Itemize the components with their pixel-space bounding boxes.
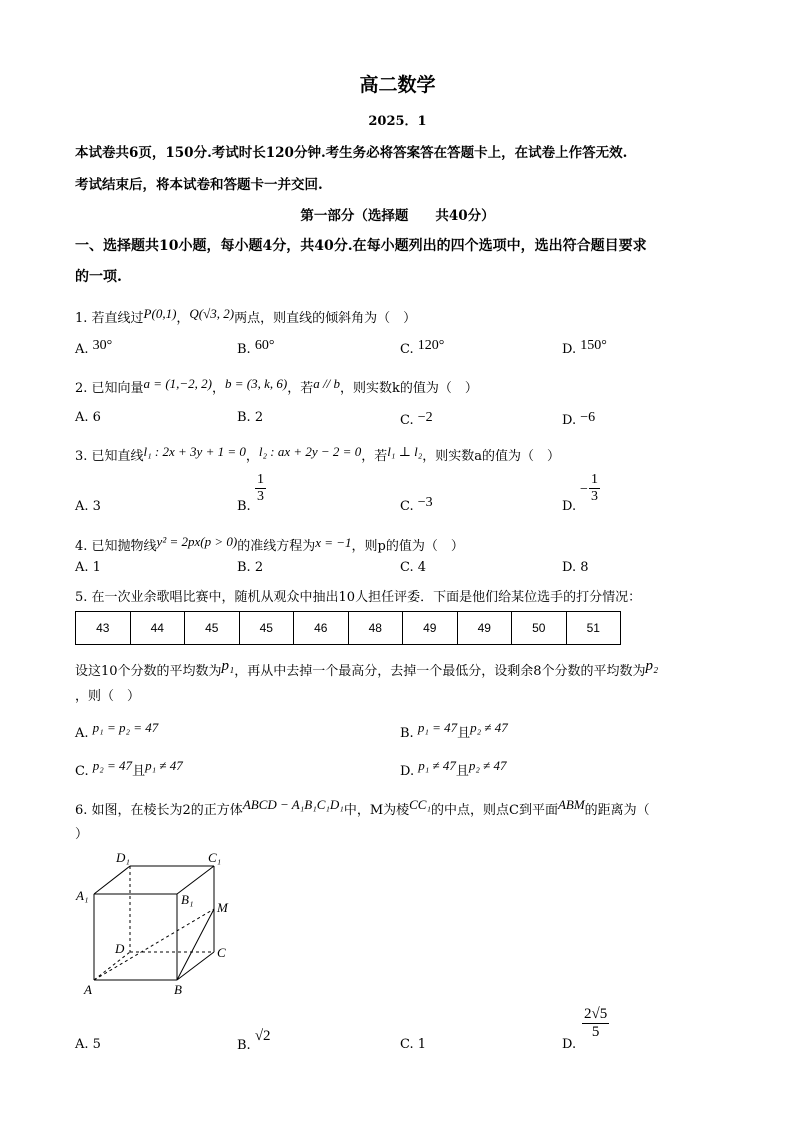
question-4-stem bbox=[75, 534, 464, 554]
q3-line-1: l₁ : 2x + 3y + 1 = 0 bbox=[143, 444, 246, 459]
q4-directrix: x = −1 bbox=[315, 535, 352, 550]
score-cell: 45 bbox=[239, 612, 294, 645]
label-a1: A₁ bbox=[76, 888, 89, 903]
q4-prefix: 4. 已知抛物线 bbox=[75, 539, 157, 554]
table-row bbox=[76, 612, 621, 645]
label-d: D bbox=[115, 941, 125, 956]
q6-prefix: 6. 如图，在棱长为2的正方体 bbox=[75, 803, 243, 818]
numerator: 2√5 bbox=[584, 1006, 608, 1022]
score-table bbox=[75, 611, 621, 645]
q4-suffix: ，则p的值为（ ） bbox=[351, 539, 464, 554]
question-6-line-2: ） bbox=[75, 827, 89, 842]
q5-p1: p₁ bbox=[221, 658, 235, 674]
q1-prefix: 1. 若直线过 bbox=[75, 311, 144, 326]
option-label: B. bbox=[400, 726, 414, 741]
exam-date: 2025．1 bbox=[368, 114, 427, 129]
q5-option-d[interactable] bbox=[400, 758, 507, 779]
option-label: B. bbox=[237, 499, 251, 514]
q6-option-c[interactable]: C. 1 bbox=[400, 1037, 427, 1052]
q1-option-c[interactable] bbox=[400, 338, 444, 357]
q5-option-a[interactable] bbox=[75, 720, 158, 741]
q3-line-2: l₂ : ax + 2y − 2 = 0 bbox=[258, 444, 362, 459]
label-c1: C₁ bbox=[208, 850, 222, 865]
and-word: 且 bbox=[455, 764, 469, 779]
option-label: A. bbox=[75, 342, 89, 357]
label-a: A bbox=[84, 982, 92, 997]
question-3-stem bbox=[75, 444, 560, 464]
label-b: B bbox=[174, 982, 182, 997]
q2-vector-a: a = (1,−2, 2) bbox=[143, 376, 212, 391]
q1-point-q: Q(√3, 2) bbox=[189, 306, 235, 321]
question-2-stem bbox=[75, 376, 478, 396]
option-value: 150° bbox=[580, 338, 607, 353]
option-label: D. bbox=[562, 1037, 577, 1052]
option-expression: p₁ = 47 bbox=[417, 720, 458, 735]
and-word: 且 bbox=[457, 726, 471, 741]
question-5-stem: 5. 在一次业余歌唱比赛中，随机从观众中抽出10人担任评委．下面是他们给某位选手的打分情况： bbox=[75, 590, 642, 605]
q2-vector-b: b = (3, k, 6) bbox=[225, 376, 288, 391]
edge-a1-d1 bbox=[94, 866, 130, 894]
page-title: 高二数学 bbox=[359, 74, 436, 96]
minus-sign: − bbox=[580, 482, 588, 497]
option-label: D. bbox=[562, 413, 577, 428]
q1-point-p: P(0,1) bbox=[143, 306, 177, 321]
option-label: D. bbox=[562, 342, 577, 357]
score-cell: 49 bbox=[457, 612, 512, 645]
option-expression: p₂ ≠ 47 bbox=[470, 720, 508, 735]
numerator: 1 bbox=[591, 472, 598, 487]
q6-suffix: 的距离为（ bbox=[584, 803, 650, 818]
q5-text-a: 设这10个分数的平均数为 bbox=[75, 664, 222, 679]
question-5-line-3: ，则（ ） bbox=[75, 689, 141, 704]
q2-prefix: 2. 已知向量 bbox=[75, 381, 144, 396]
q2-condition: a // b bbox=[313, 376, 340, 391]
score-cell: 50 bbox=[512, 612, 567, 645]
numerator: 1 bbox=[257, 472, 264, 487]
label-m: M bbox=[217, 900, 228, 915]
label-b1: B₁ bbox=[181, 892, 194, 907]
q6-edge: CC₁ bbox=[409, 797, 431, 812]
q4-option-d[interactable]: D. 8 bbox=[562, 560, 589, 575]
q4-mid: 的准线方程为 bbox=[237, 539, 316, 554]
q6-mid2: 的中点，则点C到平面 bbox=[431, 803, 558, 818]
q3-suffix: ，则实数a的值为（ ） bbox=[422, 449, 560, 464]
q6-option-b[interactable] bbox=[237, 1028, 271, 1053]
option-value: 60° bbox=[254, 338, 275, 353]
q2-mid: ，若 bbox=[287, 381, 314, 396]
q5-p2: p₂ bbox=[645, 658, 659, 674]
option-label: C. bbox=[400, 499, 414, 514]
q5-option-c[interactable] bbox=[75, 758, 183, 779]
option-value: √2 bbox=[254, 1028, 271, 1044]
q2-option-b[interactable]: B. 2 bbox=[237, 410, 264, 425]
option-value: 120° bbox=[417, 338, 445, 353]
q3-prefix: 3. 已知直线 bbox=[75, 449, 144, 464]
q3-condition: l₁ ⊥ l₂ bbox=[387, 444, 423, 459]
score-cell: 46 bbox=[294, 612, 349, 645]
edge-b-c bbox=[177, 952, 214, 980]
q6-cube: ABCD − A₁B₁C₁D₁ bbox=[242, 797, 344, 812]
option-label: C. bbox=[400, 413, 414, 428]
q6-option-a[interactable]: A. 5 bbox=[75, 1037, 101, 1052]
option-value: 30° bbox=[92, 338, 113, 353]
q6-mid1: 中，M为棱 bbox=[343, 803, 410, 818]
q1-option-a[interactable] bbox=[75, 338, 112, 357]
option-expression: p₁ ≠ 47 bbox=[418, 758, 456, 773]
fraction bbox=[582, 1006, 609, 1041]
segment-b-m bbox=[177, 909, 214, 980]
intro-line-2: 考试结束后，将本试卷和答题卡一并交回. bbox=[75, 177, 323, 193]
q2-suffix: ，则实数k的值为（ ） bbox=[339, 381, 478, 396]
label-c: C bbox=[217, 945, 226, 960]
q6-plane: ABM bbox=[557, 797, 585, 812]
and-word: 且 bbox=[132, 764, 146, 779]
score-cell: 51 bbox=[566, 612, 621, 645]
section-instruction-2: 的一项. bbox=[75, 269, 122, 285]
option-label: C. bbox=[75, 764, 89, 779]
edge-c1-b1 bbox=[177, 866, 214, 894]
option-value: −2 bbox=[417, 410, 433, 425]
hidden-edge-a-d bbox=[94, 952, 130, 980]
score-cell: 49 bbox=[403, 612, 458, 645]
q4-option-a[interactable]: A. 1 bbox=[75, 560, 101, 575]
intro-line-1: 本试卷共6页，150分.考试时长120分钟.考生务必将答案答在答题卡上，在试卷上作答无效. bbox=[75, 145, 628, 161]
q4-equation: y² = 2px(p > 0) bbox=[156, 534, 238, 549]
fraction bbox=[589, 472, 600, 505]
option-label: D. bbox=[400, 764, 415, 779]
q5-text-b: ，再从中去掉一个最高分，去掉一个最低分，设剩余8个分数的平均数为 bbox=[234, 664, 646, 679]
q5-option-b[interactable] bbox=[400, 720, 508, 741]
option-label: A. bbox=[75, 726, 89, 741]
option-expression: p₂ ≠ 47 bbox=[468, 758, 507, 773]
q2-sep: ， bbox=[212, 381, 226, 396]
score-cell: 48 bbox=[348, 612, 403, 645]
q3-option-a[interactable]: A. 3 bbox=[75, 499, 101, 514]
option-label: B. bbox=[237, 342, 251, 357]
question-1-stem bbox=[75, 306, 416, 326]
q4-option-b[interactable]: B. 2 bbox=[237, 560, 264, 575]
option-label: B. bbox=[237, 1038, 251, 1053]
option-value: −6 bbox=[580, 410, 596, 425]
denominator: 5 bbox=[591, 1024, 600, 1040]
option-value: −3 bbox=[417, 495, 433, 510]
question-6-stem bbox=[75, 797, 650, 818]
q1-option-d[interactable] bbox=[562, 338, 607, 357]
fraction bbox=[255, 472, 266, 505]
q3-option-c[interactable] bbox=[400, 495, 433, 514]
option-label: C. bbox=[400, 342, 414, 357]
q4-option-c[interactable]: C. 4 bbox=[400, 560, 427, 575]
option-expression: p₂ = 47 bbox=[92, 758, 133, 773]
q2-option-a[interactable]: A. 6 bbox=[75, 410, 101, 425]
q2-option-c[interactable] bbox=[400, 410, 433, 428]
score-cell: 44 bbox=[130, 612, 185, 645]
score-cell: 45 bbox=[185, 612, 240, 645]
cube-figure bbox=[72, 848, 242, 998]
label-d1: D₁ bbox=[116, 850, 130, 865]
q2-option-d[interactable] bbox=[562, 410, 595, 428]
denominator: 3 bbox=[591, 489, 598, 504]
question-5-line-2 bbox=[75, 658, 658, 679]
q1-option-b[interactable] bbox=[237, 338, 274, 357]
q3-sep: ， bbox=[245, 449, 259, 464]
q1-suffix: 两点，则直线的倾斜角为（ ） bbox=[234, 311, 417, 326]
q3-mid: ，若 bbox=[361, 449, 388, 464]
section-title: 第一部分（选择题 共40分） bbox=[300, 208, 495, 224]
option-expression: p₁ = p₂ = 47 bbox=[92, 720, 159, 735]
section-instruction-1: 一、选择题共10小题，每小题4分，共40分.在每小题列出的四个选项中，选出符合题目要求 bbox=[75, 238, 647, 254]
q1-sep: ， bbox=[176, 311, 190, 326]
option-expression: p₁ ≠ 47 bbox=[145, 758, 183, 773]
denominator: 3 bbox=[257, 489, 264, 504]
option-label: D. bbox=[562, 499, 577, 514]
score-cell: 43 bbox=[76, 612, 131, 645]
